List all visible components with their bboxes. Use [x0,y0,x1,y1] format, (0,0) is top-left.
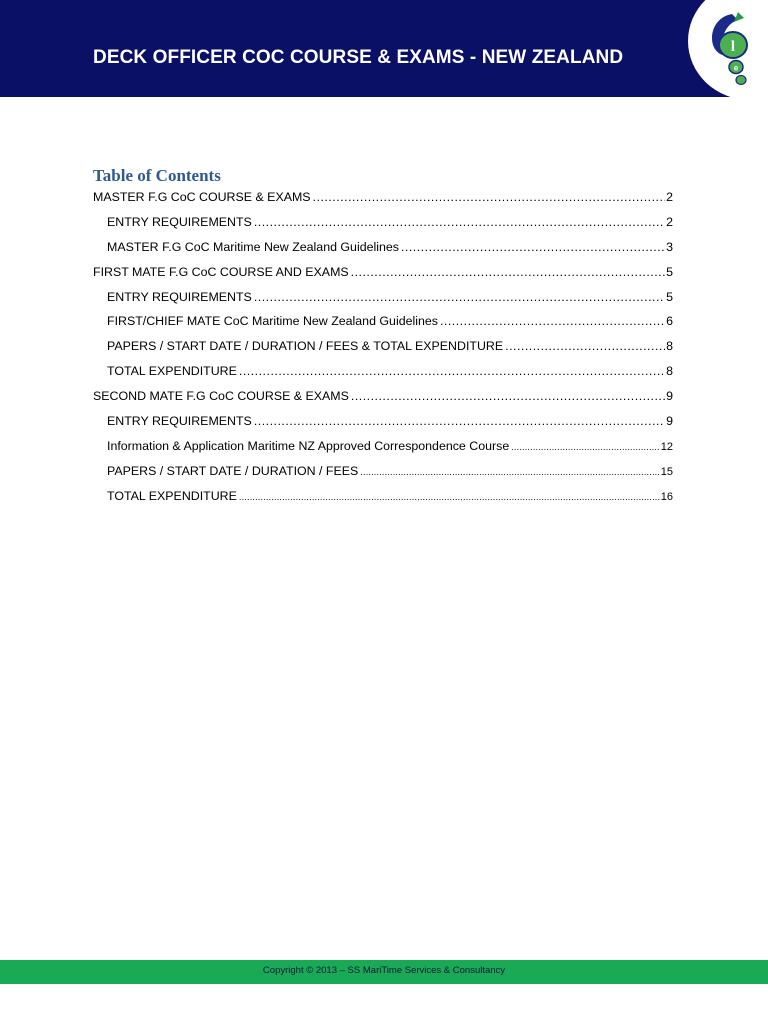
toc-entry[interactable] [93,464,673,489]
toc-heading: Table of Contents [93,166,221,185]
toc-entry-label: MASTER F.G CoC COURSE & EXAMS [93,190,311,204]
toc-entry-page: 12 [660,440,673,453]
toc-dot-leader [401,240,665,254]
toc-entry[interactable] [93,389,673,414]
toc-entry[interactable] [93,240,673,265]
toc-entry-page: 5 [666,264,673,279]
toc-entry-label: SECOND MATE F.G CoC COURSE & EXAMS [93,389,349,404]
toc-entry-page: 15 [660,465,673,478]
toc-entry-page: 16 [660,490,673,503]
toc-entry[interactable] [93,215,673,240]
toc-entry-page: 6 [666,314,673,329]
toc-entry-page: 2 [666,214,673,229]
toc-entry-label: ENTRY REQUIREMENTS [107,289,252,304]
toc-entry-page: 9 [666,414,673,429]
toc-entry[interactable] [93,314,673,339]
toc-entry[interactable] [93,364,673,389]
page-footer [0,960,768,984]
toc-entry-label: FIRST/CHIEF MATE CoC Maritime New Zealand Guidelines [107,314,438,329]
toc-entry-label: Information & Application Maritime NZ Approved Correspondence Course [107,438,510,453]
toc-entry-page: 8 [666,364,673,379]
toc-entry-label: FIRST MATE F.G CoC COURSE AND EXAMS [93,264,349,279]
document-title: DECK OFFICER COC COURSE & EXAMS - NEW ZEALAND [93,47,624,68]
toc-dot-leader [351,265,665,279]
toc-entry[interactable] [93,290,673,315]
toc-entry-page: 3 [666,239,673,254]
toc-entry-page: 2 [666,190,673,204]
toc-dot-leader [313,190,666,204]
company-logo-icon [700,6,760,91]
toc-dot-leader [254,414,665,428]
toc-entry-page: 8 [666,339,673,354]
toc-dot-leader [254,290,665,304]
toc-entry[interactable] [93,190,673,215]
toc-dot-leader [511,442,660,452]
svg-text:e: e [733,63,739,73]
toc-dot-leader [351,389,665,403]
toc-entry-label: MASTER F.G CoC Maritime New Zealand Guidelines [107,239,399,254]
toc-dot-leader [440,314,665,328]
toc-dot-leader [254,215,665,229]
toc-dot-leader [239,492,660,502]
toc-entry[interactable] [93,414,673,439]
toc-entry-label: ENTRY REQUIREMENTS [107,414,252,429]
toc-entry[interactable] [93,489,673,514]
toc-dot-leader [239,364,665,378]
table-of-contents [93,165,673,514]
toc-dot-leader [505,339,665,353]
toc-entry-label: ENTRY REQUIREMENTS [107,214,252,229]
page-header [0,0,768,97]
toc-entry-label: PAPERS / START DATE / DURATION / FEES [107,463,359,478]
toc-entry-page: 5 [666,289,673,304]
toc-entry[interactable] [93,439,673,464]
toc-entry-label: PAPERS / START DATE / DURATION / FEES & TOTAL EXPENDITURE [107,339,504,354]
toc-dot-leader [360,467,659,477]
toc-entry-page: 9 [666,389,673,404]
svg-text:l: l [730,39,736,55]
toc-entry-label: TOTAL EXPENDITURE [107,488,237,503]
toc-entry-label: TOTAL EXPENDITURE [107,364,237,379]
toc-entry[interactable] [93,339,673,364]
toc-entry[interactable] [93,265,673,290]
copyright-text: Copyright © 2013 – SS MariTime Services & Consultancy [262,965,506,976]
